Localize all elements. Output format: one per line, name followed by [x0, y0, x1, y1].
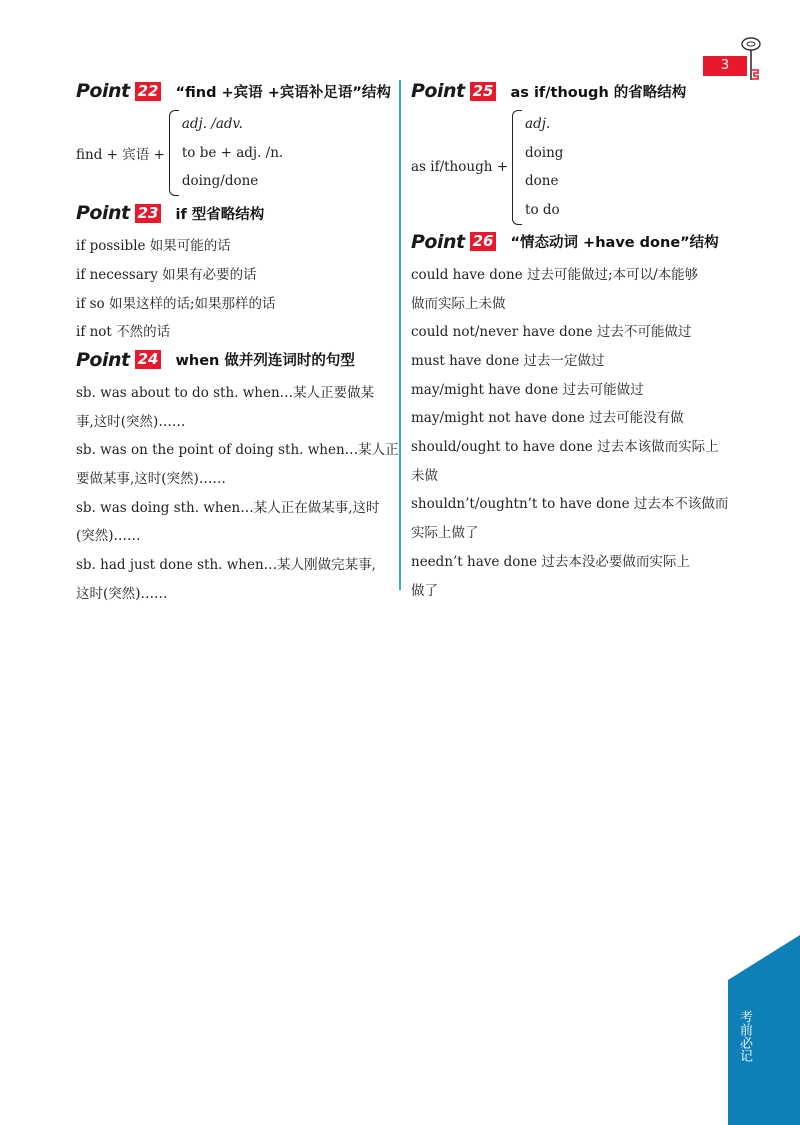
brace-option: to do [525, 202, 560, 219]
text-line: if so 如果这样的话;如果那样的话 [76, 295, 276, 312]
brace-option: adj. /adv. [181, 116, 243, 132]
text-line: if not 不然的话 [76, 324, 171, 341]
text-line: if necessary 如果有必要的话 [76, 266, 257, 283]
text-line: could have done 过去可能做过;本可以/本能够 [411, 266, 699, 283]
text-line: 做而实际上未做 [411, 295, 506, 312]
brace-option: done [525, 173, 559, 190]
point-23-heading [76, 200, 392, 226]
point-label: Point [76, 202, 130, 225]
find-structure-brace [76, 110, 392, 196]
text-line: needn’t have done 过去本没必要做而实际上 [411, 553, 690, 570]
point-23-body [76, 232, 392, 347]
right-column [411, 78, 733, 605]
point-25-heading [411, 78, 733, 104]
as-if-structure-brace [411, 110, 733, 225]
point-number: 25 [470, 82, 497, 101]
text-line: 要做某事,这时(突然)…… [76, 471, 226, 488]
page-number: 3 [703, 56, 747, 76]
point-title: if 型省略结构 [175, 206, 265, 223]
text-line: sb. was about to do sth. when…某人正要做某 [76, 384, 375, 401]
point-title: “情态动词 +have done”结构 [510, 235, 719, 252]
text-line: sb. was on the point of doing sth. when…某人正 [76, 442, 399, 459]
text-line: 实际上做了 [411, 525, 479, 542]
left-column [76, 78, 399, 609]
column-divider [399, 80, 401, 590]
point-title: as if/though 的省略结构 [510, 84, 687, 101]
point-label: Point [76, 80, 130, 102]
brace-option: doing [525, 144, 564, 161]
point-24-body [76, 379, 399, 609]
point-24-heading [76, 347, 392, 373]
brace-lead: find + 宾语 + [76, 147, 165, 164]
point-26-heading [411, 229, 733, 255]
brace-option: adj. [525, 116, 551, 132]
point-number: 23 [135, 204, 162, 223]
text-line: if possible 如果可能的话 [76, 238, 231, 255]
point-title: “find +宾语 +宾语补足语”结构 [175, 84, 391, 101]
text-line: 做了 [411, 582, 438, 599]
point-title: when 做并列连词时的句型 [175, 353, 355, 370]
brace-options [525, 110, 563, 225]
text-line: may/might have done 过去可能做过 [411, 381, 644, 398]
text-line: sb. was doing sth. when…某人正在做某事,这时 [76, 499, 380, 516]
text-line: shouldn’t/oughtn’t to have done 过去本不该做而 [411, 496, 729, 513]
text-line: (突然)…… [76, 528, 141, 545]
text-line: 这时(突然)…… [76, 585, 168, 602]
brace-option: to be + adj. /n. [181, 144, 284, 161]
brace-lead: as if/though + [411, 159, 509, 176]
point-label: Point [76, 348, 130, 371]
text-line: must have done 过去一定做过 [411, 352, 605, 369]
brace-options [182, 110, 283, 196]
brace [512, 110, 522, 225]
text-line: should/ought to have done 过去本该做而实际上 [411, 439, 719, 456]
point-number: 26 [470, 232, 497, 251]
text-line: 未做 [411, 467, 438, 484]
point-number: 22 [135, 82, 162, 101]
text-line: may/might not have done 过去可能没有做 [411, 410, 684, 427]
point-label: Point [411, 80, 465, 102]
text-line: sb. had just done sth. when…某人刚做完某事, [76, 557, 376, 574]
text-line: could not/never have done 过去不可能做过 [411, 324, 692, 341]
point-26-body [411, 261, 733, 605]
text-line: 事,这时(突然)…… [76, 413, 186, 430]
brace [169, 110, 179, 196]
point-22-heading [76, 78, 392, 104]
side-tab-label: 考前必记 [737, 1010, 752, 1062]
point-label: Point [411, 230, 465, 253]
brace-option: doing/done [181, 173, 259, 190]
point-number: 24 [135, 350, 162, 369]
